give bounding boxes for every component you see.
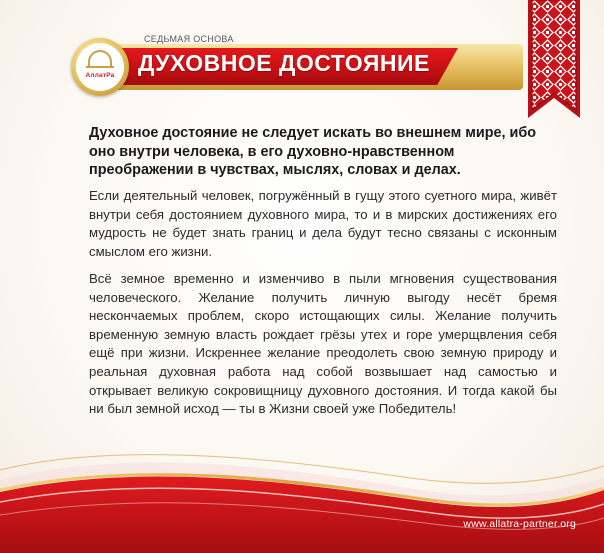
logo-line — [86, 66, 114, 68]
paragraph-2: Всё земное временно и изменчиво в пыли мгновения существования человеческого. Желание получить личную выгоду несёт бремя нескончаемых проблем, скоро истощающих силы. Желание получить временную земную власть рождает грёзы утех и горе умерщвления себя ещё при жизни. Искреннее желание преодолеть свою земную природу и реальная духовная работа над собой возвышает над самостью и открывает великую сокровищницу духовного достояния. И тогда какой бы ни был земной исход — ты в Жизни своей уже Победитель! — [89, 271, 557, 417]
logo-arch — [88, 50, 112, 66]
decorative-waves — [0, 430, 604, 553]
logo-text: АллатРа — [85, 72, 115, 79]
section-kicker: СЕДЬМАЯ ОСНОВА — [144, 34, 234, 44]
website-url[interactable]: www.allatra-partner.org — [463, 518, 576, 530]
lead-statement: Духовное достояние не следует искать во внешнем мире, ибо оно внутри человека, в его духовно-нравственном преображении в чувствах, мыслях, словах и делах. — [89, 125, 537, 178]
allatra-logo-icon — [71, 38, 129, 96]
page-title: ДУХОВНОЕ ДОСТОЯНИЕ — [138, 50, 430, 76]
slavic-ornament-ribbon-icon — [528, 0, 580, 118]
logo-inner — [76, 43, 124, 91]
paragraph-1: Если деятельный человек, погружённый в гущу этого суетного мира, живёт внутри себя достоянием духовного мира, то и в мирских достижениях его мудрость не будет знать границ и дела будут тесно связаны с исконным смыслом его жизни. — [89, 188, 557, 259]
